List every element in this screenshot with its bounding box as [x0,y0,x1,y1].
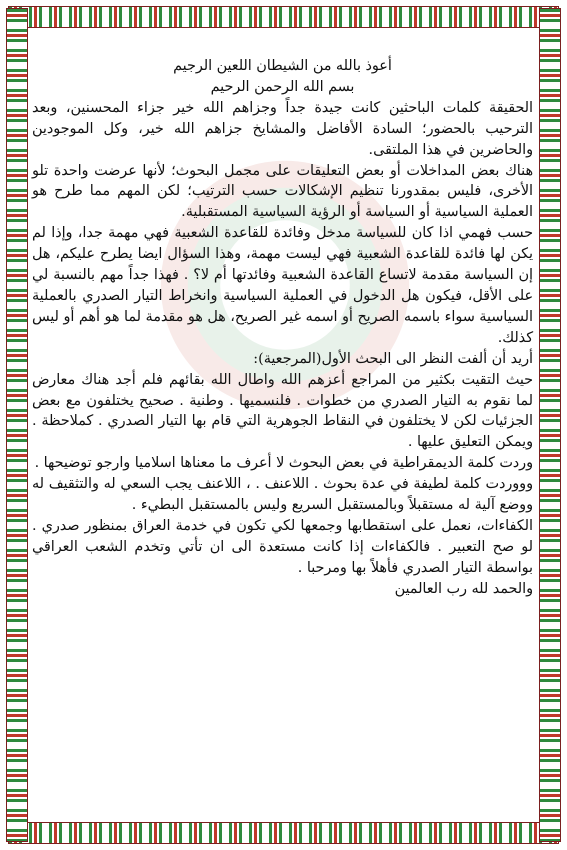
paragraph: وووردت كلمة لطيفة في عدة بحوث . اللاعنف . ، اللاعنف يجب السعي له والتثقيف له ووضع آلية له مستقبلاً وبالمستقبل السريع وليس بالمستقبل البطيء . [32,476,533,514]
closing-line: والحمد لله رب العالمين [394,580,533,597]
document-body [32,56,533,790]
opening-invocation: أعوذ بالله من الشيطان اللعين الرجيم [173,58,392,74]
decorative-border-left [6,8,28,842]
paragraph: الكفاءات، نعمل على استقطابها وجمعها لكي تكون في خدمة العراق بمنظور صدري . لو صح التعبير . فالكفاءات إذا كانت مستعدة الى ان تأتي وتخدم الشعب العراقي بواسطة التيار الصدري فأهلاً بها ومرحبا . [32,517,533,576]
paragraph: حيث التقيت بكثير من المراجع أعزهم الله واطال الله بقائهم فلم أجد هناك معارض لما نقوم به التيار الصدري من خطوات . فلنسميها . وطنية . صحيح يختلفون مع بعض الجزئيات لكن لا يختلفون في النقاط الجوهرية التي قام بها التيار الصدري . كملاحظة . ويمكن التعليق عليها . [32,371,533,451]
paragraph: وردت كلمة الديمقراطية في بعض البحوث لا أعرف ما معناها اسلاميا وارجو توضيحها . [34,455,533,472]
section-heading: أريد أن ألفت النظر الى البحث الأول(المرجعية): [253,350,533,367]
decorative-border-top [8,6,559,28]
decorative-border-right [539,8,561,842]
decorative-border-bottom [8,822,559,844]
paragraph: الحقيقة كلمات الباحثين كانت جيدة جداً وجزاهم الله خير جزاء المحسنين، وبعد الترحيب بالحضور؛ السادة الأفاضل والمشايخ جزاهم الله خير، وكل الموجودين والحاضرين في هذا الملتقى. [32,99,533,158]
paragraph: حسب فهمي اذا كان للسياسة مدخل وفائدة للقاعدة الشعبية فهي مهمة جدا، وإذا لم يكن لها فائدة للقاعدة الشعبية فهي ليست مهمة، وهذا السؤال ايضا يطرح عليكم، هل إن السياسة مقدمة لاتساع القاعدة الشعبية وفائدتها أم لا؟ . فهذا جداً مهم بالنسبة لي على الأقل، فيكون هل الدخول في العملية السياسية وانخراط التيار الصدري بالعملية السياسية سواء باسمه الصريح أو اسمه غير الصريح، هل هو مقدمة لما هو أهم أو ليس كذلك. [32,225,533,346]
basmala: بسم الله الرحمن الرحيم [210,78,355,95]
paragraph: هناك بعض المداخلات أو بعض التعليقات على مجمل البحوث؛ لأنها عرضت واحدة تلو الأخرى، فليس بمقدورنا تنظيم الإشكالات حسب الترتيب؛ لكن المهم مما طرح هو العملية السياسية أو السياسة أو الرؤية السياسية المستقبلية. [32,162,533,221]
